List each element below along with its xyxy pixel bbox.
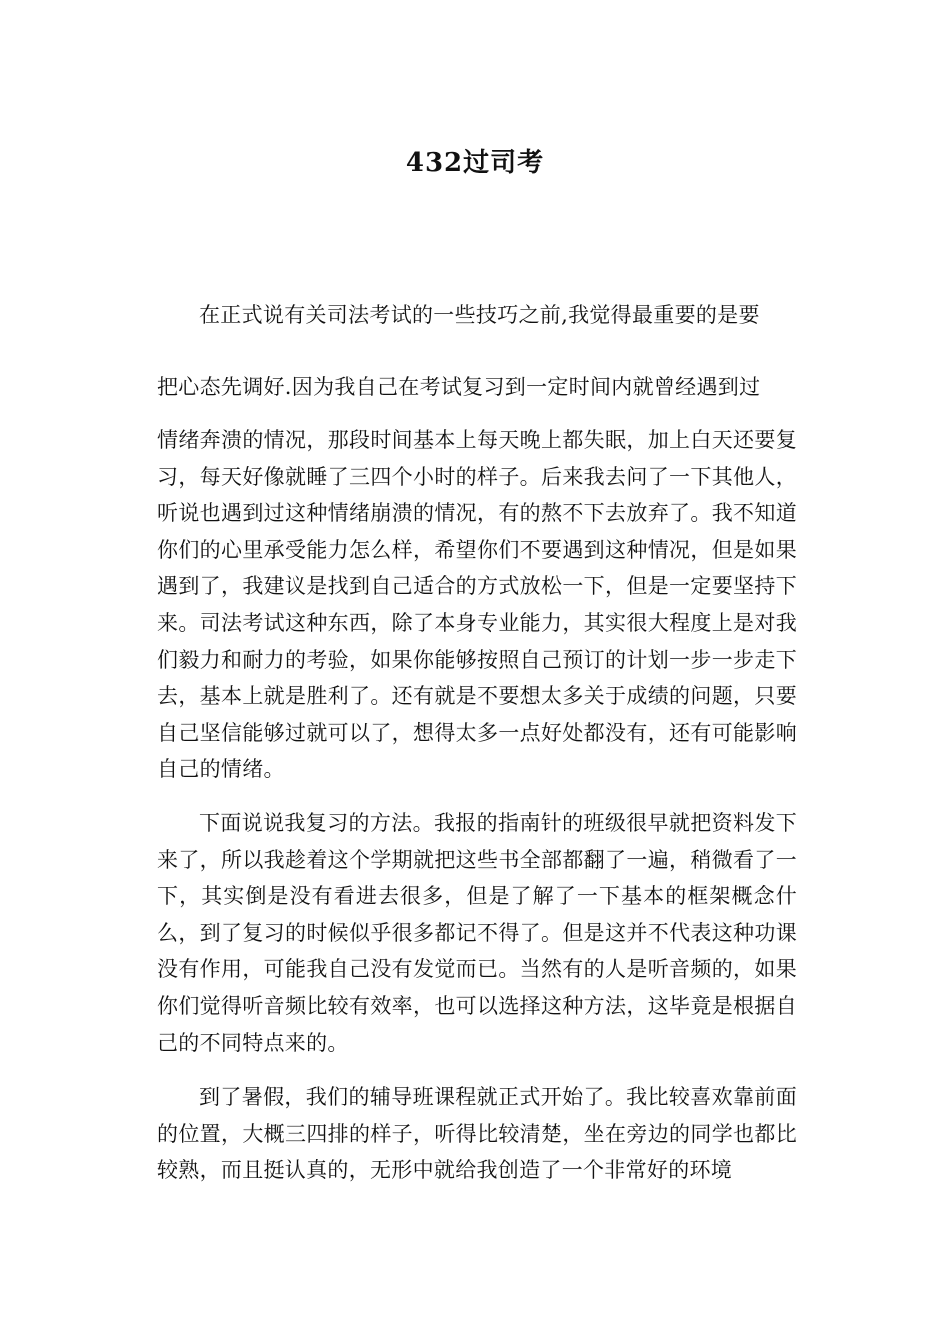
paragraph-line-1: 在正式说有关司法考试的一些技巧之前,我觉得最重要的是要 [199, 303, 760, 327]
paragraph-line-2: 把心态先调好.因为我自己在考试复习到一定时间内就曾经遇到过 [157, 375, 761, 399]
paragraph-2: 下面说说我复习的方法。我报的指南针的班级很早就把资料发下来了，所以我趁着这个学期就把这些书全部都翻了一遍，稍微看了一下，其实倒是没有看进去很多，但是了解了一下基本的框架概念什么，到了复习的时候似乎很多都记不得了。但是这并不代表这种功课没有作用，可能我自己没有发觉而已。当然有的人是听音频的，如果你们觉得听音频比较有效率，也可以选择这种方法，这毕竟是根据自己的不同特点来的。 [157, 811, 797, 1055]
document-title: 432过司考 [405, 148, 545, 178]
paragraph-1-continued: 情绪奔溃的情况，那段时间基本上每天晚上都失眠，加上白天还要复习，每天好像就睡了三四个小时的样子。后来我去问了一下其他人，听说也遇到过这种情绪崩溃的情况，有的熬不下去放弃了。我不知道你们的心里承受能力怎么样，希望你们不要遇到这种情况，但是如果遇到了，我建议是找到自己适合的方式放松一下，但是一定要坚持下来。司法考试这种东西，除了本身专业能力，其实很大程度上是对我们毅力和耐力的考验，如果你能够按照自己预订的计划一步一步走下去，基本上就是胜利了。还有就是不要想太多关于成绩的问题，只要自己坚信能够过就可以了，想得太多一点好处都没有，还有可能影响自己的情绪。 [157, 428, 797, 782]
paragraph-3: 到了暑假，我们的辅导班课程就正式开始了。我比较喜欢靠前面的位置，大概三四排的样子，听得比较清楚，坐在旁边的同学也都比较熟，而且挺认真的，无形中就给我创造了一个非常好的环境 [157, 1085, 797, 1183]
